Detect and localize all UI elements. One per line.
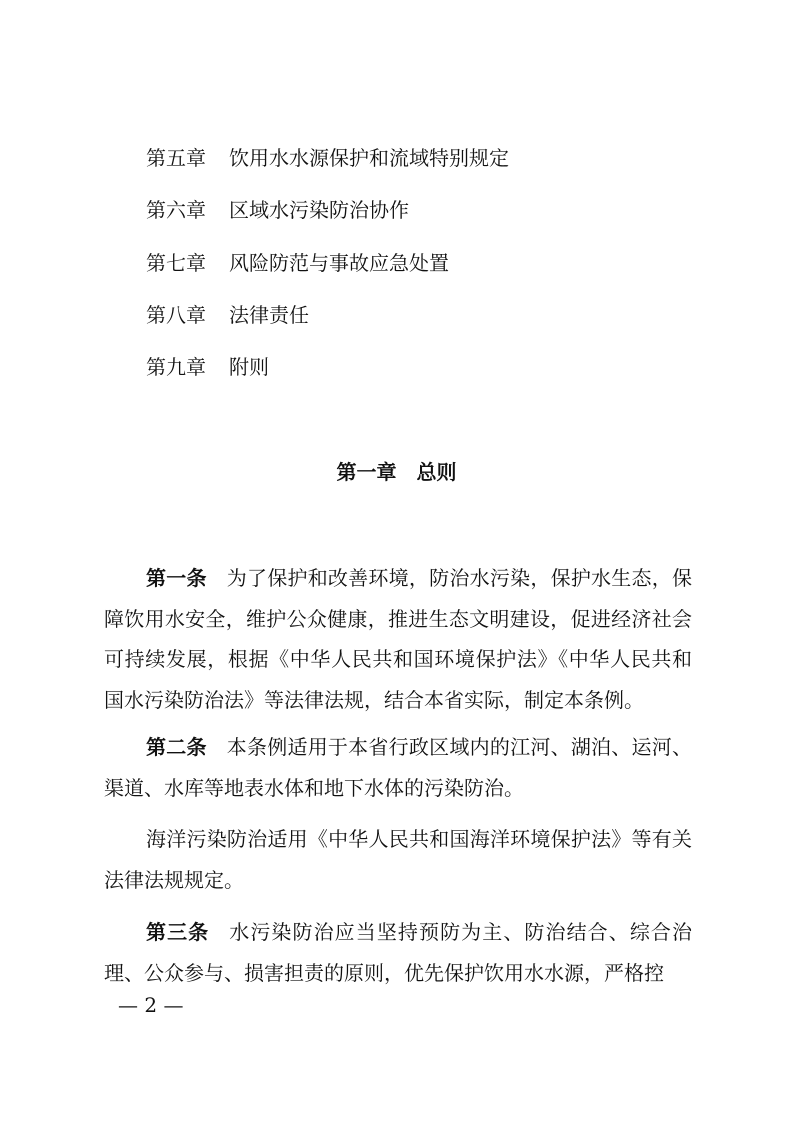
- chapter-title: 第一章 总则: [336, 460, 457, 484]
- toc-chapter-title: 风险防范与事故应急处置: [229, 251, 449, 275]
- toc-chapter-number: 第九章: [146, 355, 206, 379]
- toc-chapter-title: 附则: [229, 355, 269, 379]
- toc-chapter-title: 法律责任: [229, 303, 309, 327]
- toc-item: [146, 251, 449, 275]
- article-label: 第二条: [146, 735, 207, 759]
- article-text: 海洋污染防治适用《中华人民共和国海洋环境保护法》等有关法律法规规定。: [104, 827, 692, 892]
- article-paragraph: [104, 558, 692, 720]
- page-number: — 2 —: [118, 993, 184, 1017]
- article-label: 第三条: [146, 920, 210, 944]
- article-paragraph: [104, 727, 692, 808]
- toc-item: [146, 198, 409, 222]
- toc-chapter-title: 饮用水水源保护和流域特别规定: [229, 146, 509, 170]
- toc-item: [146, 355, 269, 379]
- article-paragraph: [104, 819, 692, 900]
- toc-chapter-title: 区域水污染防治协作: [229, 198, 409, 222]
- toc-chapter-number: 第六章: [146, 198, 206, 222]
- article-paragraph: [104, 912, 692, 993]
- toc-chapter-number: 第七章: [146, 251, 206, 275]
- toc-item: [146, 146, 509, 170]
- article-label: 第一条: [146, 566, 207, 590]
- article-text: 本条例适用于本省行政区域内的江河、湖泊、运河、渠道、水库等地表水体和地下水体的污染防治。: [104, 735, 693, 800]
- toc-chapter-number: 第八章: [146, 303, 206, 327]
- toc-chapter-number: 第五章: [146, 146, 206, 170]
- article-text: 水污染防治应当坚持预防为主、防治结合、综合治理、公众参与、损害担责的原则，优先保护饮用水水源，严格控: [104, 920, 692, 985]
- toc-item: [146, 303, 309, 327]
- article-text: 为了保护和改善环境，防治水污染，保护水生态，保障饮用水安全，维护公众健康，推进生态文明建设，促进经济社会可持续发展，根据《中华人民共和国环境保护法》《中华人民共和国水污染防治法》等法律法规，结合本省实际，制定本条例。: [104, 566, 693, 712]
